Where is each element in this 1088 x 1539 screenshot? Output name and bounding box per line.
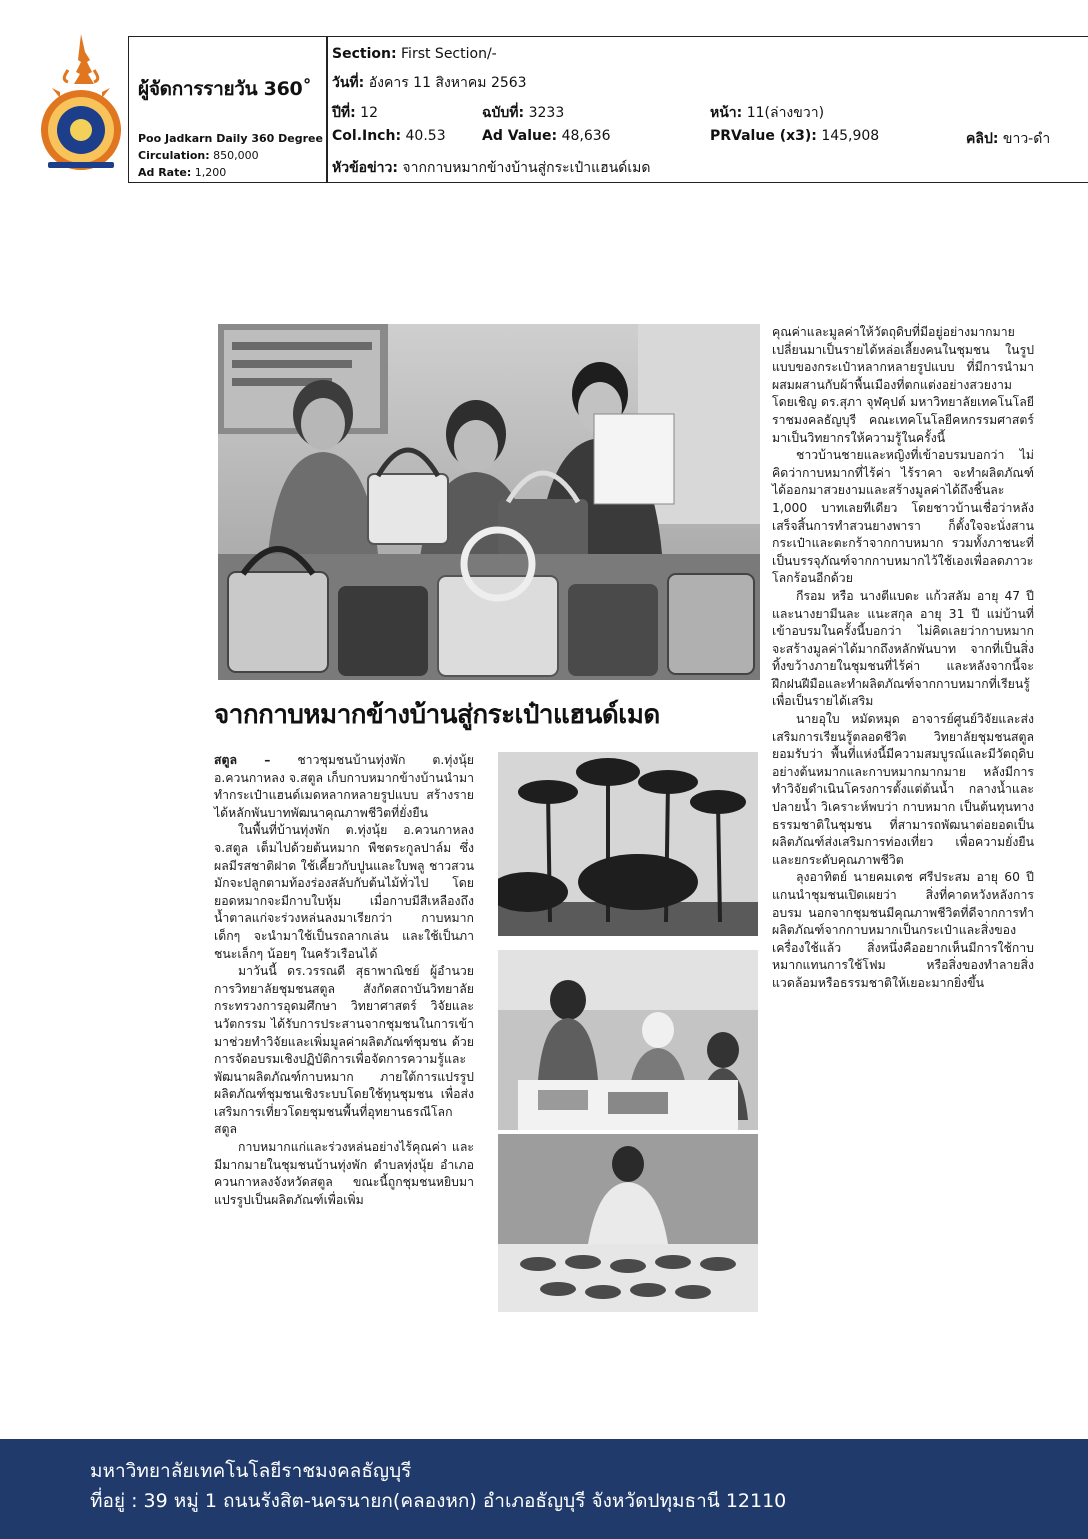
main-photo-handbags — [218, 324, 760, 680]
circulation: Circulation: 850,000 — [138, 149, 259, 162]
ad-rate: Ad Rate: 1,200 — [138, 166, 227, 179]
issue-field: ฉบับที่: 3233 — [482, 105, 565, 121]
dateline: สตูล – — [214, 753, 271, 767]
footer-university-name: มหาวิทยาลัยเทคโนโลยีราชมงคลธัญบุรี — [90, 1460, 412, 1482]
header-divider — [326, 36, 328, 183]
year-field: ปีที่: 12 — [332, 105, 378, 121]
paragraph: มาวันนี้ ดร.วรรณดี สุธาพาณิชย์ ผู้อำนวยการวิทยาลัยชุมชนสตูล สังกัดสถาบันวิทยาลัย กระทรวงการอุดมศึกษา วิทยาศาสตร์ วิจัยและนวัตกรรม ได้รับการประสานจากชุมชนในการเข้ามาช่วยทำวิจัยและเพิ่มมูลค่าผลิตภัณฑ์ชุมชน ด้วยการจัดอบรมเชิงปฏิบัติการเพื่อจัดการความรู้และพัฒนาผลิตภัณฑ์กาบหมาก ภายใต้การแปรรูปผลิตภัณฑ์ชุมชนเชิงระบบโดยใช้ทุนชุมชน เพื่อส่งเสริมการเที่ยวโดยชุมชนพื้นที่อุทยานธรณีโลกสตูล — [214, 964, 474, 1137]
paragraph: ลุงอาทิตย์ นายคมเดช ศรีประสม อายุ 60 ปี แกนนำชุมชนเปิดเผยว่า สิ่งที่คาดหวังหลังการอบรม นอกจากชุมชนมีคุณภาพชีวิตที่ดีจากการทำผลิตภัณฑ์จากกาบหมากเป็นกระเป๋าและสิ่งของเครื่องใช้แล้ว สิ่งหนึ่งคืออยากเห็นมีการใช้กาบหมากแทนการใช้โฟม หรือสิ่งของทำลายสิ่งแวดล้อมหรือธรรมชาติให้เยอะมากยิ่งขึ้น — [772, 870, 1034, 990]
paragraph: สตูล – ชาวชุมชนบ้านทุ่งพัก ต.ทุ่งนุ้ย อ.ควนกาหลง จ.สตูล เก็บกาบหมากข้างบ้านนำมาทำกระเป๋าแฮนด์เมดหลากหลายรูปแบบ สร้างรายได้หลักพันบาทพัฒนาคุณภาพชีวิตที่ยั่งยืน — [214, 753, 474, 820]
section-field: Section: First Section/- — [332, 46, 497, 62]
university-logo — [38, 32, 124, 172]
paragraph: นายอุใบ หมัดหมุด อาจารย์ศูนย์วิจัยและส่งเสริมการเรียนรู้ตลอดชีวิต วิทยาลัยชุมชนสตูล ยอมรับว่า พื้นที่แห่งนี้มีความสมบูรณ์และมีวัตถุดิบอย่างต้นหมากและกาบหมากมากมาย หลังมีการทำวิจัยดำเนินโครงการตั้งแต่ต้นน้ำ กลางน้ำและปลายน้ำ วิเคราะห์พบว่า กาบหมาก เป็นต้นทุนทางธรรมชาติในชุมชน ที่สามารถพัฒนาต่อยอดเป็นผลิตภัณฑ์ส่งเสริมการท่องเที่ยว เพื่อความยั่งยืนและยกระดับคุณภาพชีวิต — [772, 712, 1034, 867]
paragraph: กีรอม หรือ นางตีแบดะ แก้วสลัม อายุ 47 ปี และนางยามีนละ แนะสกุล อายุ 31 ปี แม่บ้านที่เข้าอบรมในครั้งนี้บอกว่า ไม่คิดเลยว่ากาบหมากจะสร้างมูลค่าได้มากถึงหลักพันบาท จากที่เป็นสิ่งทิ้งขว้างภายในชุมชนที่ไร้ค่า และหลังจากนี้จะฝึกฝนฝีมือและทำผลิตภัณฑ์จากกาบหมากที่เรียนรู้เพื่อเป็นรายได้เสริม — [772, 588, 1034, 709]
article-headline: จากกาบหมากข้างบ้านสู่กระเป๋าแฮนด์เมด — [214, 700, 660, 730]
photo-making-areca-products — [498, 1134, 758, 1312]
publication-name: ผู้จัดการรายวัน 360˚ — [138, 78, 312, 100]
article-column-left — [214, 752, 474, 1209]
colinch-field: Col.Inch: 40.53 — [332, 128, 446, 144]
ad-value-field: Ad Value: 48,636 — [482, 128, 611, 144]
pr-value-field: PRValue (x3): 145,908 — [710, 128, 880, 144]
clip-field: คลิป: ขาว-ดำ — [966, 131, 1051, 147]
paragraph: กาบหมากแก่และร่วงหล่นอย่างไร้คุณค่า และมีมากมายในชุมชนบ้านทุ่งพัก ตำบลทุ่งนุ้ย อำเภอควนกาหลงจังหวัดสตูล ขณะนี้ถูกชุมชนหยิบมาแปรรูปเป็นผลิตภัณฑ์เพื่อเพิ่ม — [214, 1140, 474, 1207]
paragraph: ในพื้นที่บ้านทุ่งพัก ต.ทุ่งนุ้ย อ.ควนกาหลง จ.สตูล เต็มไปด้วยต้นหมาก พืชตระกูลปาล์ม ซึ่งผลมีรสชาติฝาด ใช้เคี้ยวกับปูนและใบพลู ชาวสวนมักจะปลูกตามท้องร่องสลับกับต้นไม้ทั่วไป โดยยอดหมากจะมีกาบใบหุ้ม เมื่อกาบมีสีเหลืองถึงน้ำตาลแก่จะร่วงหล่นลงมาเรียกว่า กาบหมาก เด็กๆ จะนำมาใช้เป็นรถลากเล่น และใช้เป็นภาชนะเล็กๆ น้อยๆ ในครัวเรือนได้ — [214, 823, 474, 961]
paragraph: คุณค่าและมูลค่าให้วัตถุดิบที่มีอยู่อย่างมากมาย เปลี่ยนมาเป็นรายได้หล่อเลี้ยงคนในชุมชน ในรูปแบบของกระเป๋าหลากหลายรูปแบบ ที่มีการนำมาผสมผสานกับผ้าพื้นเมืองที่ตกแต่งอย่างสวยงาม โดยเชิญ ดร.สุภา จุฬคุปต์ มหาวิทยาลัยเทคโนโลยีราชมงคลธัญบุรี คณะเทคโนโลยีคหกรรมศาสตร์ มาเป็นวิทยากรให้ความรู้ในครั้งนี้ — [772, 325, 1034, 445]
photo-areca-palms — [498, 752, 758, 936]
footer-address: ที่อยู่ : 39 หมู่ 1 ถนนรังสิต-นครนายก(คลองหก) อำเภอธัญบุรี จังหวัดปทุมธานี 12110 — [90, 1490, 787, 1512]
page-field: หน้า: 11(ล่างขวา) — [710, 105, 825, 121]
photo-workshop-training — [498, 950, 758, 1130]
date-field: วันที่: อังคาร 11 สิงหาคม 2563 — [332, 75, 527, 91]
article-column-right — [772, 324, 1034, 993]
publication-name-en: Poo Jadkarn Daily 360 Degree — [138, 132, 323, 145]
headline-field: หัวข้อข่าว: จากกาบหมากข้างบ้านสู่กระเป๋าแฮนด์เมด — [332, 160, 651, 176]
paragraph: ชาวบ้านชายและหญิงที่เข้าอบรมบอกว่า ไม่คิดว่ากาบหมากที่ไร้ค่า ไร้ราคา จะทำผลิตภัณฑ์ได้ออกมาสวยงามและสร้างมูลค่าได้ถึงชิ้นละ 1,000 บาทเลยทีเดียว โดยชาวบ้านเชื่อว่าหลังเสร็จสิ้นการทำสวนยางพารา ก็ตั้งใจจะนั่งสานกระเป๋าและตะกร้าจากกาบหมาก รวมทั้งภาชนะที่เป็นบรรจุภัณฑ์จากกาบหมากไว้ใช้เองเพื่อลดภาวะโลกร้อนอีกด้วย — [772, 448, 1034, 586]
